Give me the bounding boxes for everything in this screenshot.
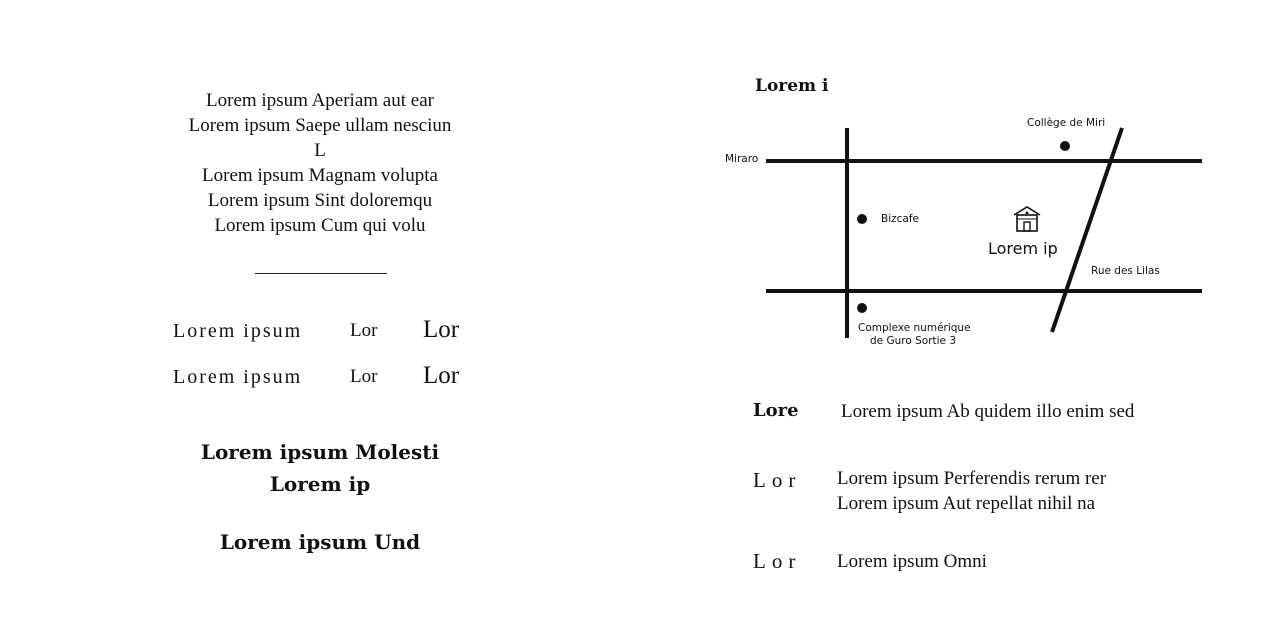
intro-text <box>120 88 520 238</box>
info-line: Lorem ipsum Ab quidem illo enim sed <box>841 401 1135 422</box>
schedule-label: Lorem ipsum <box>173 320 303 342</box>
info-line: Lorem ipsum Omni <box>837 551 987 572</box>
schedule-row <box>173 362 473 392</box>
bold-heading: Lorem ipsum Und <box>219 530 421 554</box>
label-rue: Rue des Lilas <box>1091 265 1160 277</box>
info-line: Lorem ipsum Aut repellat nihil na <box>837 493 1096 514</box>
house-icon <box>1012 205 1042 233</box>
bizcafe-marker <box>857 214 867 224</box>
schedule-row <box>173 316 473 346</box>
label-miraro: Miraro <box>725 153 759 165</box>
map-title: Lorem i <box>755 76 829 96</box>
schedule-short: Lor <box>350 366 378 387</box>
college-marker <box>1060 141 1070 151</box>
info-desc <box>841 399 1134 424</box>
label-bizcafe: Bizcafe <box>881 213 919 225</box>
bold-heading: Lorem ip <box>269 472 371 496</box>
info-term: Lor <box>753 549 802 573</box>
info-term: Lore <box>753 400 799 421</box>
intro-line: Lorem ipsum Sint doloremqu <box>207 190 433 211</box>
info-desc <box>837 549 987 574</box>
intro-line: Lorem ipsum Cum qui volu <box>214 215 426 236</box>
intro-line: L <box>314 140 326 161</box>
bold-heading: Lorem ipsum Molesti <box>200 440 440 464</box>
intro-line: Lorem ipsum Aperiam aut ear <box>206 90 434 111</box>
road-diagonal <box>1052 128 1122 332</box>
label-complexe-2: de Guro Sortie 3 <box>870 335 957 347</box>
intro-line: Lorem ipsum Magnam volupta <box>202 165 438 186</box>
label-venue: Lorem ip <box>988 239 1058 258</box>
info-term: Lor <box>753 468 802 492</box>
divider-line <box>255 273 387 274</box>
schedule-large: Lor <box>423 316 460 343</box>
location-map <box>720 112 1220 362</box>
schedule-large: Lor <box>423 362 460 389</box>
schedule-label: Lorem ipsum <box>173 366 303 388</box>
complexe-marker <box>857 303 867 313</box>
right-page <box>640 0 1280 644</box>
intro-line: Lorem ipsum Saepe ullam nesciun <box>188 115 452 136</box>
info-line: Lorem ipsum Perferendis rerum rer <box>837 468 1107 489</box>
schedule-short: Lor <box>350 320 378 341</box>
label-college: Collège de Miri <box>1027 117 1106 129</box>
label-complexe-1: Complexe numérique <box>858 322 971 334</box>
info-desc <box>837 466 1106 516</box>
